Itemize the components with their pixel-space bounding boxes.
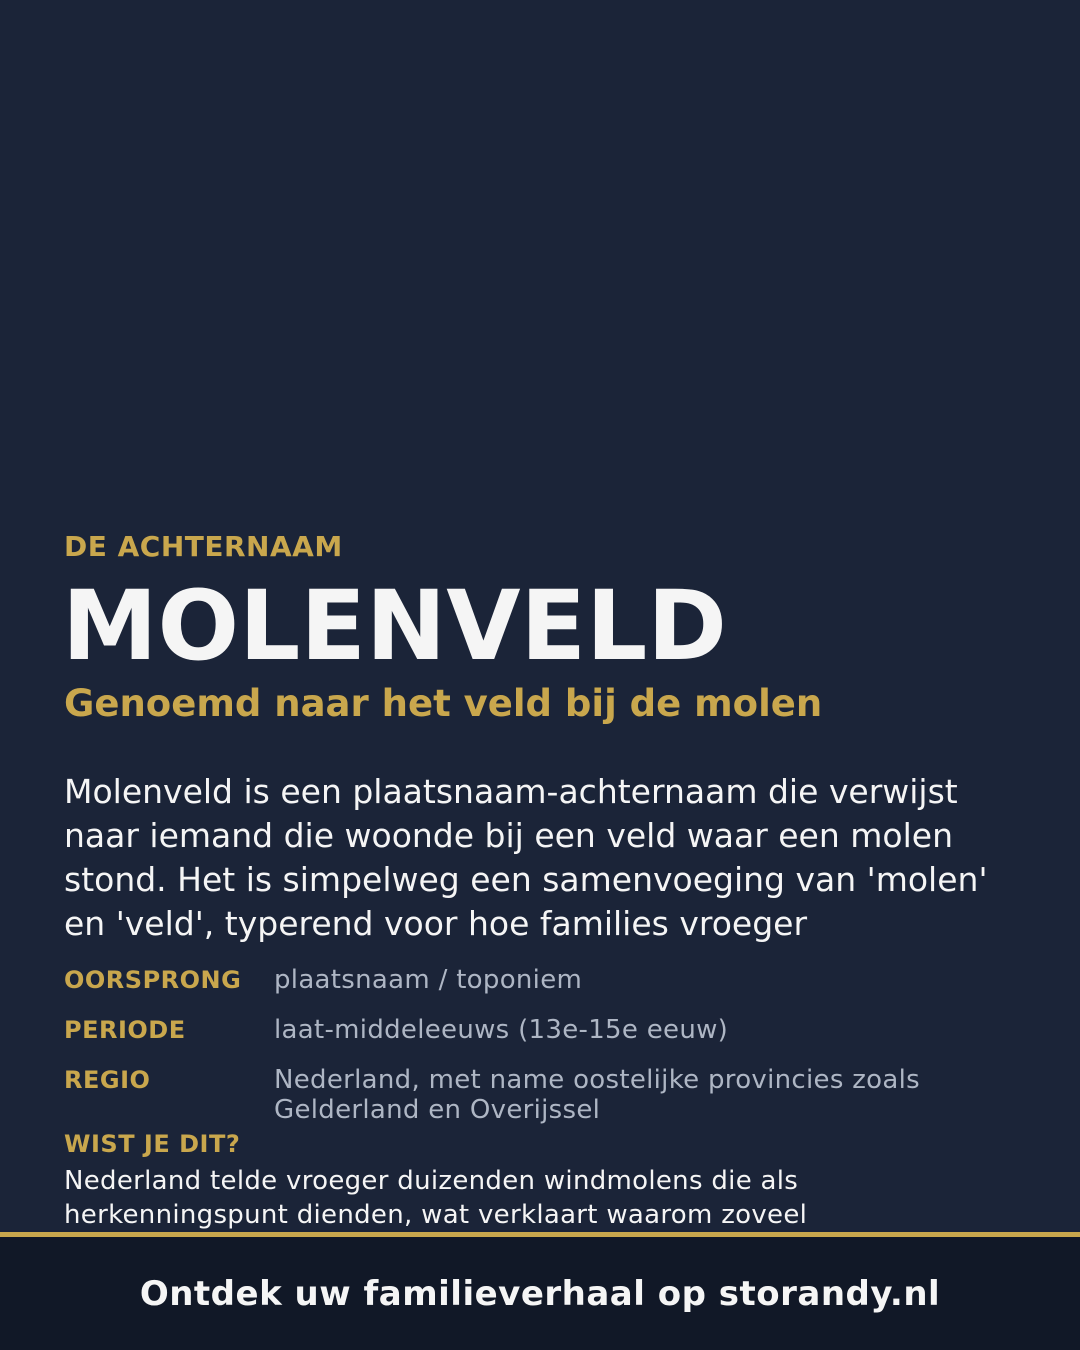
fact-value: plaatsnaam / toponiem <box>274 965 583 995</box>
footer-banner <box>0 1232 1080 1350</box>
surname-description: Molenveld is een plaatsnaam-achternaam die verwijst naar iemand die woonde bij een veld waar een molen stond. Het is simpelweg een samenvoeging van 'molen' en 'veld', typerend voor hoe families vroeger <box>64 772 988 943</box>
footer-cta: Ontdek uw familieverhaal op storandy.nl <box>139 1273 941 1314</box>
fact-label: REGIO <box>64 1066 151 1094</box>
fact-row-periode <box>64 1012 1024 1048</box>
fact-value: laat-middeleeuws (13e-15e eeuw) <box>274 1015 729 1045</box>
surname-title: MOLENVELD <box>62 570 727 682</box>
eyebrow-label: DE ACHTERNAAM <box>64 530 343 563</box>
fact-row-oorsprong <box>64 962 1024 998</box>
surname-subtitle: Genoemd naar het veld bij de molen <box>64 682 823 725</box>
fact-row-regio <box>64 1062 1024 1125</box>
fact-label: OORSPRONG <box>64 966 242 994</box>
tip-text: Nederland telde vroeger duizenden windmolens die als herkenningspunt dienden, wat verklaart waarom zoveel <box>64 1166 808 1230</box>
fact-label: PERIODE <box>64 1016 186 1044</box>
tip-label: WIST JE DIT? <box>64 1130 241 1158</box>
fact-value: Nederland, met name oostelijke provincies zoals Gelderland en Overijssel <box>274 1065 920 1125</box>
facts-list <box>64 962 1024 1139</box>
